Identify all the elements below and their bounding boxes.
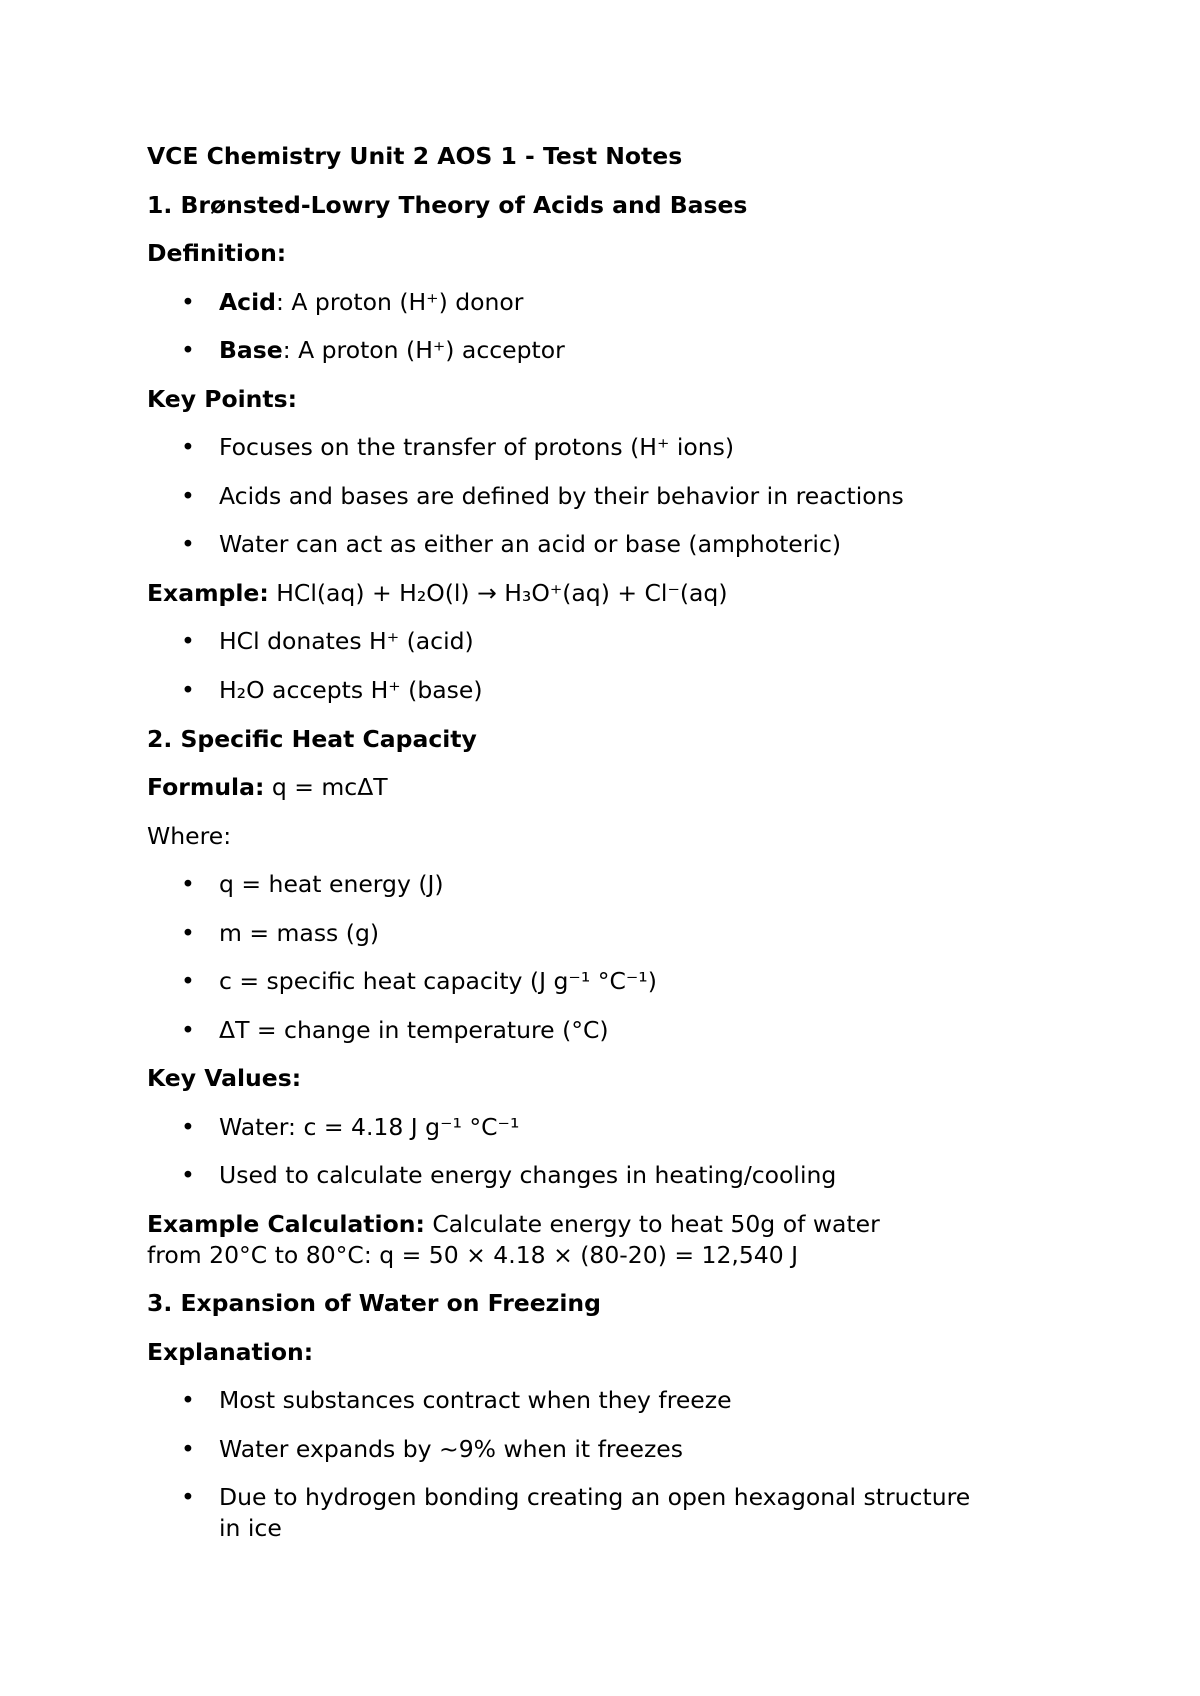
formula-text: q = mcΔT [264,773,388,802]
key-values-label: Key Values: [147,1064,302,1093]
list-item: • m = mass (g) [147,918,1047,949]
definition-list [147,287,1047,366]
list-item: • H₂O accepts H⁺ (base) [147,675,1047,706]
example-calculation-text: Calculate energy to heat 50g of water from 20°C to 80°C: q = 50 × 4.18 × (80-20) = 12,540 J [147,1210,880,1269]
definition-label: Definition: [147,239,287,268]
term-acid: Acid [219,287,276,316]
list-item [147,287,1047,318]
list-item [147,335,1047,366]
list-item: • Water can act as either an acid or base (amphoteric) [147,529,1047,560]
list-item: • Water expands by ~9% when it freezes [147,1434,1047,1465]
section-heading-water-expansion: 3. Expansion of Water on Freezing [147,1289,601,1318]
list-item: • c = specific heat capacity (J g⁻¹ °C⁻¹) [147,966,1047,997]
example-paragraph [147,578,1047,609]
example-equation: HCl(aq) + H₂O(l) → H₃O⁺(aq) + Cl⁻(aq) [268,578,728,607]
explanation-label: Explanation: [147,1337,314,1366]
key-values-list [147,1112,1047,1191]
term-base: Base [219,336,283,365]
list-item: • ΔT = change in temperature (°C) [147,1015,1047,1046]
formula-paragraph [147,772,1047,803]
where-label: Where: [147,821,232,850]
example-calculation-label: Example Calculation: [147,1210,425,1239]
section-heading-acids-bases: 1. Brønsted-Lowry Theory of Acids and Bases [147,190,748,219]
document-title: VCE Chemistry Unit 2 AOS 1 - Test Notes [147,142,683,170]
document-page [147,141,1047,1561]
example-label: Example: [147,578,269,607]
key-points-list [147,432,1047,560]
list-item: • Water: c = 4.18 J g⁻¹ °C⁻¹ [147,1112,1047,1143]
formula-label: Formula: [147,773,265,802]
explanation-list [147,1385,1047,1543]
variables-list [147,869,1047,1045]
list-item: • HCl donates H⁺ (acid) [147,626,1047,657]
example-calculation-paragraph [147,1209,917,1270]
term-description: : A proton (H⁺) donor [276,287,524,316]
example-points-list [147,626,1047,705]
list-item: • q = heat energy (J) [147,869,1047,900]
list-item: • Used to calculate energy changes in heating/cooling [147,1160,1047,1191]
list-item: • Acids and bases are defined by their behavior in reactions [147,481,1047,512]
list-item: • Most substances contract when they freeze [147,1385,1047,1416]
term-description: : A proton (H⁺) acceptor [282,336,565,365]
key-points-label: Key Points: [147,384,298,413]
list-item: • Due to hydrogen bonding creating an open hexagonal structure in ice [147,1482,989,1543]
section-heading-heat-capacity: 2. Specific Heat Capacity [147,724,477,753]
list-item: • Focuses on the transfer of protons (H⁺ ions) [147,432,1047,463]
